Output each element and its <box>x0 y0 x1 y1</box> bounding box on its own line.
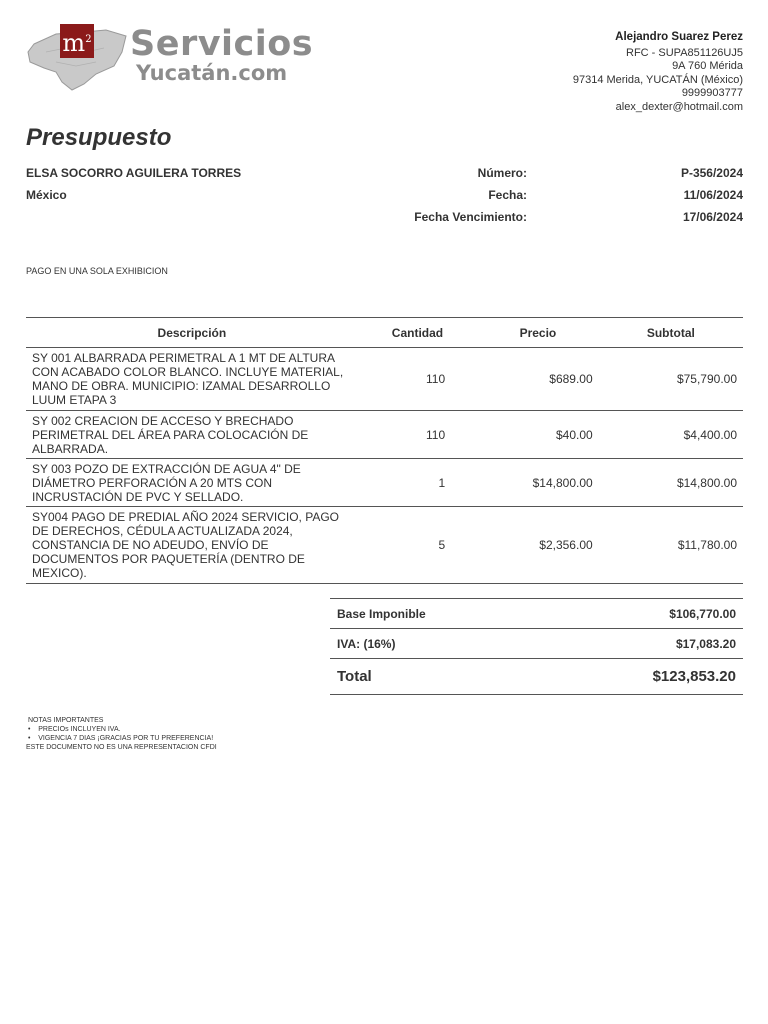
company-logo <box>26 22 326 92</box>
table-row <box>26 348 743 411</box>
iva-label: IVA: (16%) <box>330 629 542 659</box>
header-subtotal: Subtotal <box>599 318 743 348</box>
issuer-rfc: RFC - SUPA851126UJ5 <box>626 46 743 59</box>
header-description: Descripción <box>26 318 358 348</box>
meta-number-value: P-356/2024 <box>680 166 743 180</box>
item-quantity: 1 <box>358 459 477 507</box>
header-price: Precio <box>477 318 599 348</box>
issuer-email: alex_dexter@hotmail.com <box>615 100 743 113</box>
item-subtotal: $14,800.00 <box>599 459 743 507</box>
item-description: SY 001 ALBARRADA PERIMETRAL A 1 MT DE ALTURA CON ACABADO COLOR BLANCO. INCLUYE MATERIAL, MANO DE OBRA. MUNICIPIO: IZAMAL DESARROLLO LUUM ETAPA 3 <box>26 348 358 411</box>
totals-total-row <box>330 659 743 695</box>
items-table <box>26 317 743 584</box>
document-title: Presupuesto <box>26 124 172 151</box>
client-name: ELSA SOCORRO AGUILERA TORRES <box>26 166 242 180</box>
item-quantity: 110 <box>358 411 477 459</box>
issuer-address1: 9A 760 Mérida <box>672 60 743 72</box>
document-meta-values <box>681 162 743 228</box>
total-value: $123,853.20 <box>542 659 743 695</box>
logo-mark: $m^2$ <box>60 24 94 58</box>
issuer-phone: 9999903777 <box>681 87 743 99</box>
total-label: Total <box>330 659 542 695</box>
notes-title: NOTAS IMPORTANTES <box>28 717 104 724</box>
logo-text-yucatan: Yucatán.com <box>136 61 288 85</box>
issuer-address2: 97314 Merida, YUCATÁN (México) <box>572 73 743 86</box>
meta-due-date-label: Fecha Vencimiento: <box>414 210 527 224</box>
notes-footer: ESTE DOCUMENTO NO ES UNA REPRESENTACION CFDI <box>26 744 217 751</box>
totals-iva-row <box>330 629 743 659</box>
totals-base-row <box>330 599 743 629</box>
meta-number-label: Número: <box>477 166 527 180</box>
iva-value: $17,083.20 <box>542 629 743 659</box>
notes-item: • PRECIOs INCLUYEN IVA. <box>28 726 121 733</box>
item-description: SY 002 CREACION DE ACCESO Y BRECHADO PERIMETRAL DEL ÁREA PARA COLOCACIÓN DE ALBARRADA. <box>26 411 358 459</box>
client-country: México <box>26 188 67 202</box>
base-value: $106,770.00 <box>542 599 743 629</box>
logo-text-servicios: Servicios <box>130 24 314 64</box>
item-description: SY 003 POZO DE EXTRACCIÓN DE AGUA 4" DE DIÁMETRO PERFORACIÓN A 20 MTS CON INCRUSTACIÓN DE PVC Y SELLADO. <box>26 459 358 507</box>
base-label: Base Imponible <box>330 599 542 629</box>
totals-table <box>330 598 743 695</box>
item-quantity: 5 <box>358 507 477 584</box>
header-quantity: Cantidad <box>358 318 477 348</box>
table-header-row <box>26 318 743 348</box>
meta-date-label: Fecha: <box>488 188 527 202</box>
table-row <box>26 507 743 584</box>
table-row <box>26 459 743 507</box>
issuer-name: Alejandro Suarez Perez <box>615 31 743 43</box>
table-row <box>26 411 743 459</box>
meta-date-value: 11/06/2024 <box>683 188 743 202</box>
item-price: $2,356.00 <box>477 507 599 584</box>
item-description: SY004 PAGO DE PREDIAL AÑO 2024 SERVICIO, PAGO DE DERECHOS, CÉDULA ACTUALIZADA 2024, CONSTANCIA DE NO ADEUDO, ENVÍO DE DOCUMENTOS POR PAQUETERÍA (DENTRO DE MEXICO). <box>26 507 358 584</box>
meta-due-date-value: 17/06/2024 <box>682 210 743 224</box>
important-notes <box>26 716 217 752</box>
item-price: $40.00 <box>477 411 599 459</box>
notes-item: • VIGENCIA 7 DIAS ¡GRACIAS POR TU PREFERENCIA! <box>28 735 214 742</box>
item-price: $689.00 <box>477 348 599 411</box>
issuer-info <box>573 31 743 114</box>
document-meta-labels <box>414 162 527 228</box>
item-subtotal: $4,400.00 <box>599 411 743 459</box>
payment-note: PAGO EN UNA SOLA EXHIBICION <box>26 266 168 276</box>
item-quantity: 110 <box>358 348 477 411</box>
item-price: $14,800.00 <box>477 459 599 507</box>
client-info <box>26 162 241 206</box>
item-subtotal: $11,780.00 <box>599 507 743 584</box>
item-subtotal: $75,790.00 <box>599 348 743 411</box>
